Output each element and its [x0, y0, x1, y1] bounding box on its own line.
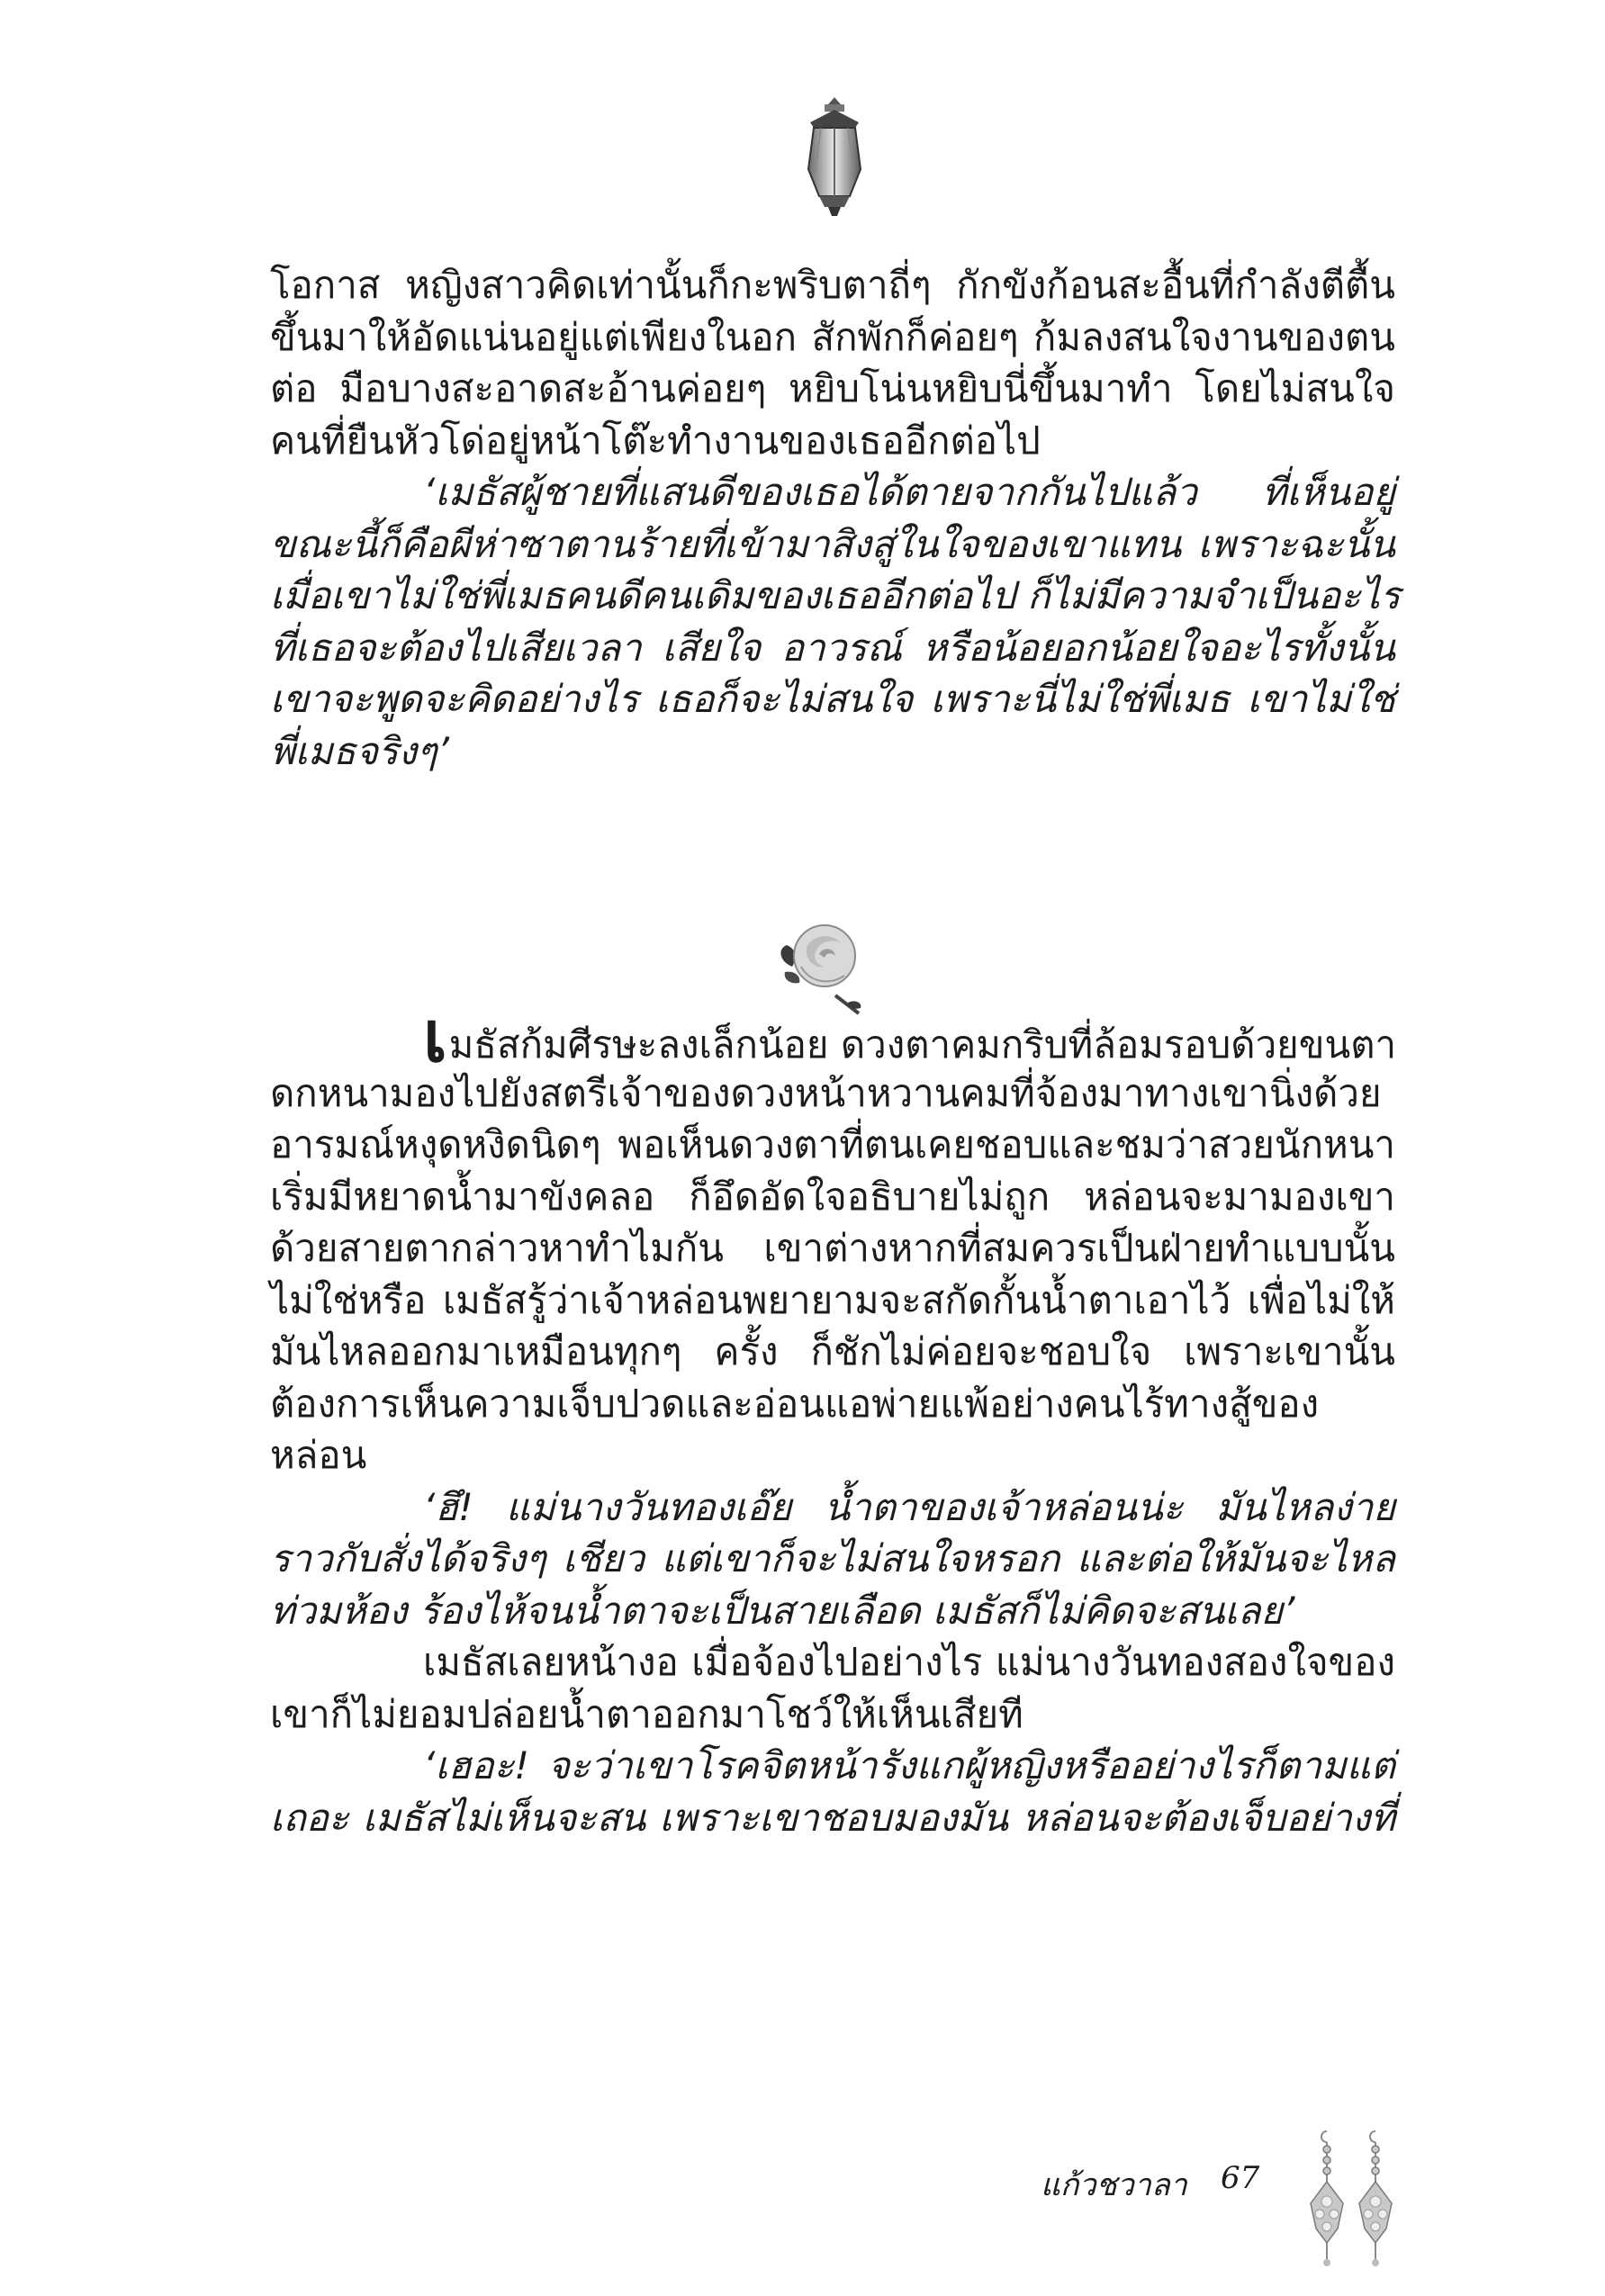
- text-line: ไม่ใช่หรือ เมธัสรู้ว่าเจ้าหล่อนพยายามจะสกัดกั้นน้ำตาเอาไว้ เพื่อไม่ให้: [270, 1277, 1395, 1322]
- text-line: เมื่อเขาไม่ใช่พี่เมธคนดีคนเดิมของเธออีกต่อไป ก็ไม่มีความจำเป็นอะไร: [270, 573, 1401, 617]
- text-line: ‘ฮึ! แม่นางวันทองเอ๊ย น้ำตาของเจ้าหล่อนน่ะ มันไหลง่าย: [423, 1484, 1395, 1529]
- text-line: ‘เมธัสผู้ชายที่แสนดีของเธอได้ตายจากกันไปแล้ว ที่เห็นอยู่: [423, 470, 1395, 514]
- text-line: ด้วยสายตากล่าวหาทำไมกัน เขาต่างหากที่สมควรเป็นฝ่ายทำแบบนั้น: [270, 1226, 1395, 1270]
- drop-cap: เ: [423, 997, 447, 1078]
- text-line: หล่อน: [270, 1433, 367, 1477]
- text-block-top: [270, 259, 1401, 777]
- text-line: ดกหนามองไปยังสตรีเจ้าของดวงหน้าหวานคมที่จ้องมาทางเขานิ่งด้วย: [270, 1070, 1382, 1115]
- text-line: ต้องการเห็นความเจ็บปวดและอ่อนแอพ่ายแพ้อย่างคนไร้ทางสู้ของ: [270, 1381, 1320, 1426]
- text-line: ราวกับสั่งได้จริงๆ เชียว แต่เขาก็จะไม่สนใจหรอก และต่อให้มันจะไหล: [270, 1536, 1395, 1580]
- earrings-icon: [1296, 2128, 1406, 2268]
- book-title: แก้วชวาลา: [1041, 2167, 1187, 2203]
- text-line: มันไหลออกมาเหมือนทุกๆ ครั้ง ก็ชักไม่ค่อยจะชอบใจ เพราะเขานั้น: [270, 1329, 1395, 1373]
- text-line: ท่วมห้อง ร้องไห้จนน้ำตาจะเป็นสายเลือด เมธัสก็ไม่คิดจะสนเลย’: [270, 1588, 1295, 1633]
- text-line: เมธัสเลยหน้างอ เมื่อจ้องไปอย่างไร แม่นางวันทองสองใจของ: [423, 1640, 1395, 1684]
- rose-icon: [772, 909, 871, 1015]
- text-line: พี่เมธจริงๆ’: [270, 728, 449, 773]
- page-number: 67: [1221, 2160, 1260, 2196]
- text-line: คนที่ยืนหัวโด่อยู่หน้าโต๊ะทำงานของเธออีกต่อไป: [270, 418, 1041, 463]
- text-line: ขณะนี้ก็คือผีห่าซาตานร้ายที่เข้ามาสิงสู่ในใจของเขาแทน เพราะฉะนั้น: [270, 521, 1395, 566]
- text-line-dropcap: [270, 997, 1397, 1078]
- text-line: ที่เธอจะต้องไปเสียเวลา เสียใจ อาวรณ์ หรือน้อยอกน้อยใจอะไรทั้งนั้น: [270, 625, 1395, 670]
- text-block-main: [270, 997, 1397, 1843]
- text-line: ‘เฮอะ! จะว่าเขาโรคจิตหน้ารังแกผู้หญิงหรืออย่างไรก็ตามแต่: [423, 1743, 1395, 1787]
- text-line: โอกาส หญิงสาวคิดเท่านั้นก็กะพริบตาถี่ๆ กักขังก้อนสะอื้นที่กำลังตีตื้น: [270, 263, 1395, 307]
- lantern-icon: [798, 95, 871, 221]
- text-line: เขาจะพูดจะคิดอย่างไร เธอก็จะไม่สนใจ เพราะนี่ไม่ใช่พี่เมธ เขาไม่ใช่: [270, 677, 1395, 721]
- text-line: เถอะ เมธัสไม่เห็นจะสน เพราะเขาชอบมองมัน หล่อนจะต้องเจ็บอย่างที่: [270, 1795, 1395, 1840]
- text-line: เริ่มมีหยาดน้ำมาขังคลอ ก็อึดอัดใจอธิบายไม่ถูก หล่อนจะมามองเขา: [270, 1174, 1395, 1219]
- text-line: เขาก็ไม่ยอมปล่อยน้ำตาออกมาโชว์ให้เห็นเสียที: [270, 1691, 1023, 1736]
- text-line: มธัสก้มศีรษะลงเล็กน้อย ดวงตาคมกริบที่ล้อมรอบด้วยขนตา: [448, 1022, 1397, 1067]
- text-line: ต่อ มือบางสะอาดสะอ้านค่อยๆ หยิบโน่นหยิบนี่ขึ้นมาทำ โดยไม่สนใจ: [270, 366, 1395, 410]
- text-line: อารมณ์หงุดหงิดนิดๆ พอเห็นดวงตาที่ตนเคยชอบและชมว่าสวยนักหนา: [270, 1122, 1395, 1166]
- text-line: ขึ้นมาให้อัดแน่นอยู่แต่เพียงในอก สักพักก็ค่อยๆ ก้มลงสนใจงานของตน: [270, 314, 1395, 359]
